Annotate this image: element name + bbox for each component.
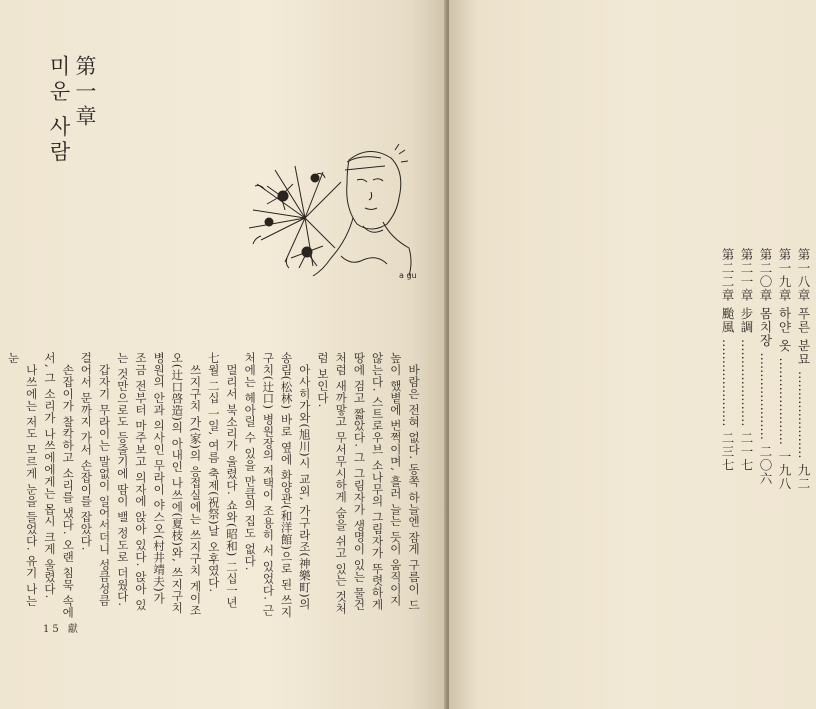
toc-leader-dots: ………………… (720, 338, 735, 427)
woman-with-fireworks-illustration (245, 140, 415, 280)
paragraph: 아사히가와(旭川)시 교외, 가구라조(神樂町)의 송림(松林) 바로 옆에 화양관(和洋館)으로 된 쓰지구치(辻口) 병원장의 저택이 조용히 서 있었다. 근처에는 헤아릴 수 있을 만큼의 집도 없다. (243, 352, 312, 618)
toc-page-number: 二三七 (720, 431, 735, 472)
page-number: 15 獻 (43, 624, 81, 635)
toc-entry[interactable] (777, 248, 791, 490)
toc-leader-dots: ………………… (796, 370, 811, 459)
toc-chapter-number: 第一九章 (777, 248, 792, 302)
toc-chapter-number: 第二〇章 (758, 248, 773, 302)
paragraph: 손잡이가 찰칵하고 소리를 냈다. 오랜 침묵 속에서, 그 소리가 나쓰에에게는 몹시 크게 울렸다. (42, 352, 76, 618)
toc-chapter-title: 하얀 옷 (777, 306, 792, 353)
toc-page-number: 九二 (796, 463, 811, 491)
toc-leader-dots: ………………… (758, 352, 773, 440)
toc-chapter-number: 第二一章 (739, 248, 754, 302)
paragraph: 나쓰에는 저도 모르게 눈을 들었다. 유기 나는 눈 (6, 352, 39, 607)
paragraph: 갑자기 무라이는 말없이 일어서더니 성큼성큼 걸어서 문까지 가서 손잡이를 잡았다. (79, 352, 112, 606)
toc-entry[interactable] (720, 248, 734, 472)
toc-leader-dots: ………………… (777, 357, 792, 445)
toc-page-number: 二〇六 (758, 444, 773, 486)
illustration-signature: a gu (399, 271, 417, 280)
chapter-number: 第一章 (73, 55, 97, 130)
toc-chapter-title: 颱風 (720, 306, 735, 334)
paragraph: 바람은 전혀 없다. 동쪽 하늘엔 잠게 구름이 드높이 했볕에 번쩍이며, 흘러 늘는 듯이 움직이지 않는다. 스트로우브 소나무의 그림자가 뚜렷하게 땅에 검고 짧았다. 그 그림자가 생명이 있는 물건처럼 새까맣고 무서무시하게 숨을 쉬고 있는 것처럼 보인다. (315, 352, 421, 615)
toc-entry[interactable] (739, 248, 753, 472)
toc-chapter-title: 푸른 분묘 (796, 306, 811, 366)
chapter-heading (46, 55, 98, 166)
toc-page-number: 一九八 (777, 449, 792, 491)
toc-chapter-number: 第二二章 (720, 248, 735, 302)
toc-chapter-title: 步調 (739, 306, 754, 334)
toc-page-number: 二一七 (739, 431, 754, 472)
toc-chapter-title: 몸치장 (758, 306, 773, 348)
paragraph: 쓰지구치 가(家)의 응접실에는 쓰지구치 게이조오(辻口啓造)의 아내인 나쓰에(夏枝)와, 쓰지구치 병원의 안과 의사인 무라이 야스오(村井靖夫)가 조금 전부터 마주보고 의자에 앉아 있다. 앉아 있는 것만으로도 등줄기에 땀이 밸 정도로 더웠다. (115, 352, 203, 616)
chapter-title: 미운 사람 (47, 55, 71, 166)
toc-leader-dots: ………………… (739, 338, 754, 427)
body-text (6, 352, 423, 620)
toc-entry[interactable] (796, 248, 810, 490)
toc-chapter-number: 第一八章 (796, 248, 811, 302)
paragraph: 멀리서 북소리가 울렸다. 쇼와(昭和) 二십一년 七월 二십 一일, 여름 축제(祝祭)날 오후였다. (206, 352, 239, 608)
toc-entry[interactable] (758, 248, 772, 485)
